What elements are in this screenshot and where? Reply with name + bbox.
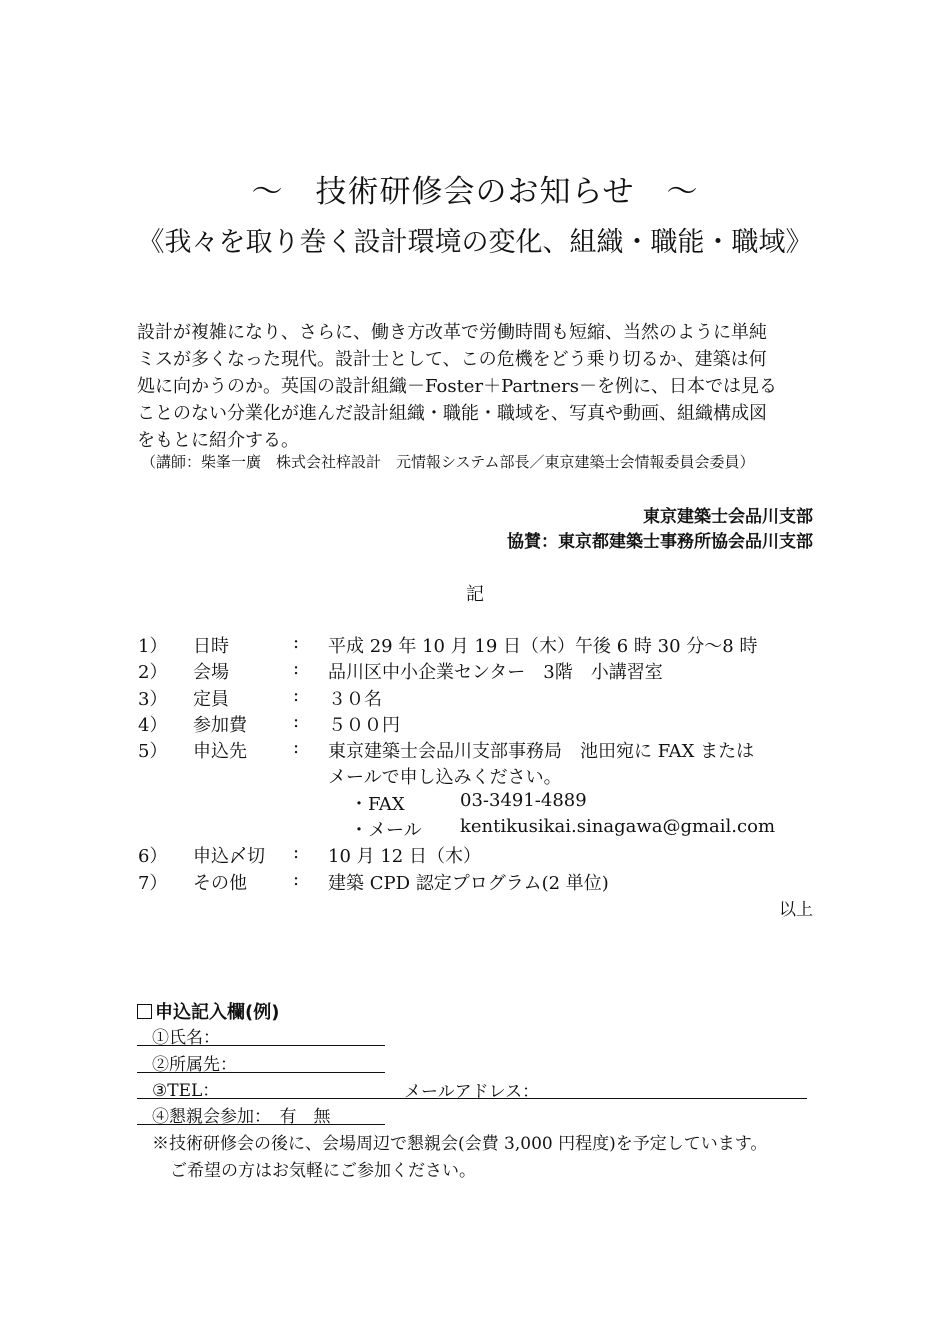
detail-value: 東京建築士会品川支部事務局 池田宛に FAX または bbox=[328, 741, 755, 762]
organizer-host: 東京建築士会品川支部 bbox=[643, 507, 813, 527]
detail-num: 7） bbox=[138, 873, 168, 894]
lecturer-note: （講師：柴峯一廣 株式会社梓設計 元情報システム部長／東京建築士会情報委員会委員） bbox=[141, 453, 755, 471]
form-title bbox=[137, 998, 279, 1024]
party-underline[interactable] bbox=[137, 1124, 385, 1125]
detail-colon: : bbox=[293, 869, 300, 890]
checkbox-icon bbox=[137, 1004, 152, 1019]
intro-line: 処に向かうのか。英国の設計組織－Foster＋Partners－を例に、日本では見る bbox=[137, 376, 778, 397]
form-email-label: メールアドレス： bbox=[404, 1082, 540, 1102]
name-underline[interactable] bbox=[137, 1045, 385, 1046]
detail-value: 10 月 12 日（木） bbox=[328, 846, 481, 867]
detail-num: 5） bbox=[138, 741, 168, 762]
detail-label: 会場 bbox=[193, 662, 229, 683]
party-note-continued: ご希望の方はお気軽にご参加ください。 bbox=[170, 1161, 476, 1181]
detail-value: 建築 CPD 認定プログラム(2 単位) bbox=[328, 873, 609, 894]
affiliation-underline[interactable] bbox=[137, 1072, 385, 1073]
page-subtitle: 《我々を取り巻く設計環境の変化、組織・職能・職域》 bbox=[137, 227, 813, 258]
detail-num: 4） bbox=[138, 715, 168, 736]
organizer-sponsor: 協賛：東京都建築士事務所協会品川支部 bbox=[507, 532, 813, 552]
contact-label: ・メール bbox=[350, 820, 422, 841]
detail-value: 平成 29 年 10 月 19 日（木）午後 6 時 30 分～8 時 bbox=[328, 636, 758, 657]
intro-line: 設計が複雑になり、さらに、働き方改革で労働時間も短縮、当然のように単純 bbox=[137, 322, 767, 343]
party-note: ※技術研修会の後に、会場周辺で懇親会(会費 3,000 円程度)を予定しています。 bbox=[152, 1134, 768, 1154]
detail-colon: : bbox=[293, 737, 300, 758]
detail-colon: : bbox=[293, 658, 300, 679]
detail-colon: : bbox=[293, 632, 300, 653]
detail-label: 申込〆切 bbox=[193, 846, 265, 867]
tel-email-underline[interactable] bbox=[137, 1098, 807, 1099]
form-name-label: ①氏名： bbox=[152, 1028, 220, 1048]
detail-colon: : bbox=[293, 685, 300, 706]
detail-colon: : bbox=[293, 842, 300, 863]
detail-value: ５００円 bbox=[328, 715, 400, 736]
detail-label: 定員 bbox=[193, 689, 229, 710]
intro-line: ミスが多くなった現代。設計士として、この危機をどう乗り切るか、建築は何 bbox=[137, 349, 767, 370]
intro-line: ことのない分業化が進んだ設計組織・職能・職域を、写真や動画、組織構成図 bbox=[137, 403, 767, 424]
form-title-text: 申込記入欄(例) bbox=[155, 1002, 280, 1023]
detail-label: 申込先 bbox=[193, 741, 247, 762]
detail-num: 3） bbox=[138, 689, 168, 710]
detail-num: 2） bbox=[138, 662, 168, 683]
form-affiliation-label: ②所属先： bbox=[152, 1055, 237, 1075]
form-party-label: ④懇親会参加： 有 無 bbox=[152, 1107, 331, 1127]
contact-label: ・FAX bbox=[350, 794, 405, 815]
detail-value-continued: メールで申し込みください。 bbox=[328, 767, 562, 788]
contact-email[interactable]: kentikusikai.sinagawa@gmail.com bbox=[460, 816, 776, 837]
ki-marker: 記 bbox=[466, 584, 484, 605]
closing-mark: 以上 bbox=[779, 900, 813, 920]
detail-colon: : bbox=[293, 711, 300, 732]
form-tel-label: ③TEL： bbox=[152, 1081, 220, 1101]
intro-line: をもとに紹介する。 bbox=[137, 430, 299, 451]
detail-num: 6） bbox=[138, 846, 168, 867]
detail-num: 1） bbox=[138, 636, 168, 657]
detail-label: その他 bbox=[193, 873, 247, 894]
contact-fax: 03-3491-4889 bbox=[460, 790, 587, 811]
detail-value: ３０名 bbox=[328, 689, 382, 710]
detail-label: 参加費 bbox=[193, 715, 247, 736]
detail-label: 日時 bbox=[193, 636, 229, 657]
detail-value: 品川区中小企業センター 3階 小講習室 bbox=[328, 662, 663, 683]
page-title: ～ 技術研修会のお知らせ ～ bbox=[251, 174, 699, 210]
